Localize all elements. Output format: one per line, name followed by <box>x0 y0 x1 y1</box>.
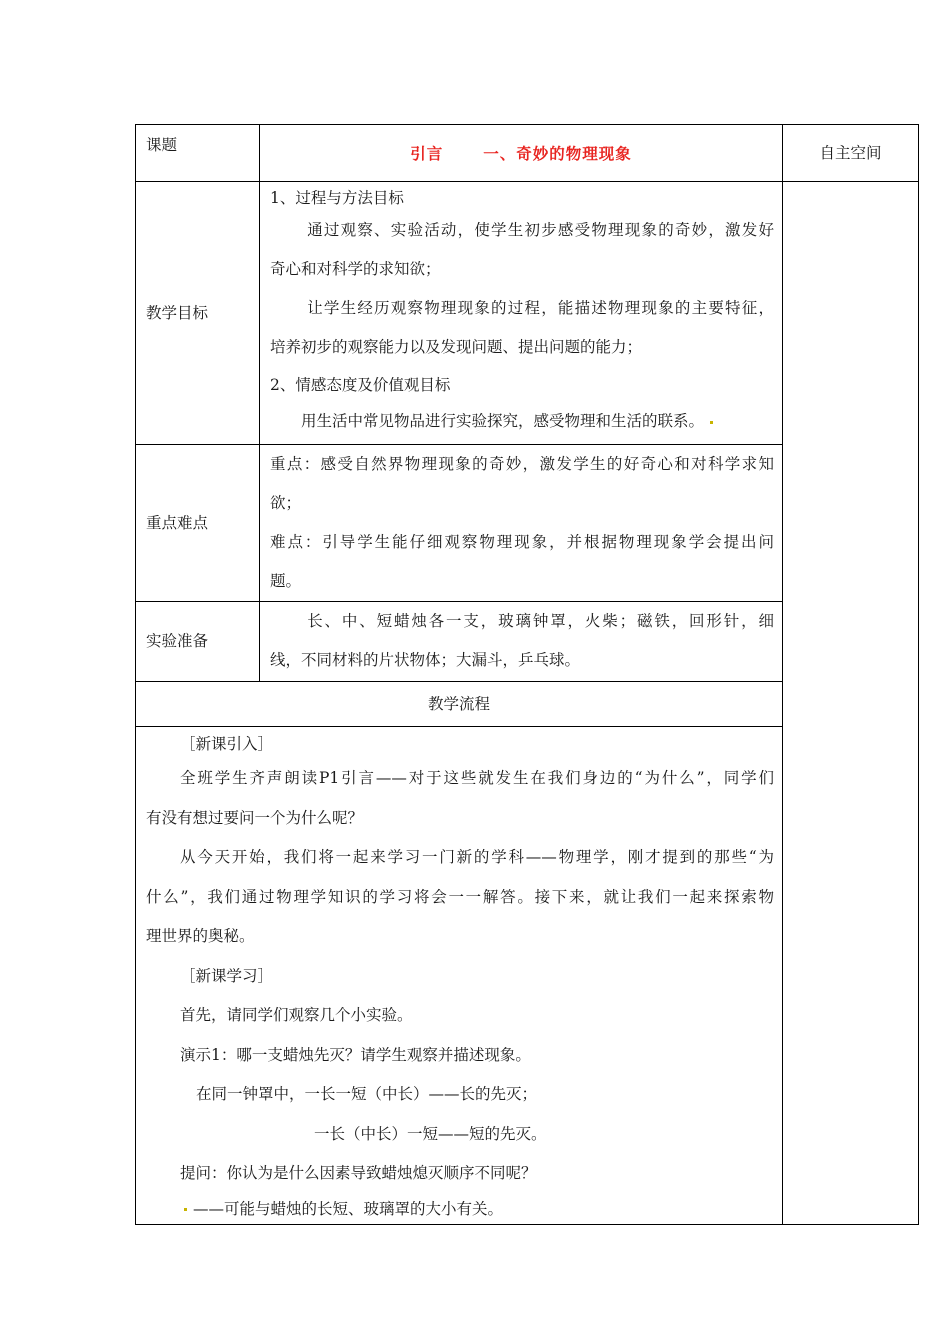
key-line: 重点：感受自然界物理现象的奇妙，激发学生的好奇心和对科学求知 <box>270 455 774 473</box>
marker-dot <box>710 421 713 424</box>
prep-label: 实验准备 <box>136 602 260 682</box>
topic-label: 课题 <box>136 125 260 182</box>
flow-line: 演示1：哪一支蜡烛先灭？请学生观察并描述现象。 <box>180 1045 531 1064</box>
flow-line: 一长（中长）一短——短的先灭。 <box>314 1124 547 1143</box>
flow-line: 理世界的奥秘。 <box>146 927 255 945</box>
flow-line: ——可能与蜡烛的长短、玻璃罩的大小有关。 <box>146 1194 774 1224</box>
goals-line: 培养初步的观察能力以及发现问题、提出问题的能力； <box>270 338 643 356</box>
goals-line: 2、情感态度及价值观目标 <box>270 376 451 394</box>
prep-line: 长、中、短蜡烛各一支，玻璃钟罩，火柴；磁铁，回形针，细 <box>307 612 774 630</box>
flow-content <box>136 727 783 1225</box>
flow-line: ［新课引入］ <box>180 735 274 753</box>
goals-line: 1、过程与方法目标 <box>270 189 404 207</box>
key-line: 欲； <box>270 494 302 512</box>
marker-dot <box>184 1208 187 1211</box>
side-column <box>783 182 919 1225</box>
flow-line: ［新课学习］ <box>180 966 274 985</box>
goals-line: 奇心和对科学的求知欲； <box>270 260 441 278</box>
goals-line: 用生活中常见物品进行实验探究，感受物理和生活的联系。 <box>270 403 774 439</box>
flow-line: 从今天开始，我们将一起来学习一门新的学科——物理学，刚才提到的那些“为 <box>180 848 774 866</box>
key-line: 题。 <box>270 572 302 590</box>
key-label: 重点难点 <box>136 445 260 602</box>
goals-label: 教学目标 <box>136 182 260 445</box>
lesson-title <box>260 125 783 182</box>
goals-line: 通过观察、实验活动，使学生初步感受物理现象的奇妙，激发好 <box>307 221 774 239</box>
lesson-plan-table <box>135 124 919 1225</box>
flow-line: 全班学生齐声朗读P1引言——对于这些就发生在我们身边的“为什么”，同学们 <box>180 769 774 787</box>
flow-heading: 教学流程 <box>136 682 783 727</box>
prep-content <box>260 602 783 682</box>
flow-line: 什么”，我们通过物理学知识的学习将会一一解答。接下来，就让我们一起来探索物 <box>146 887 774 906</box>
goals-line: 让学生经历观察物理现象的过程，能描述物理现象的主要特征， <box>307 299 774 317</box>
goals-content <box>260 182 783 445</box>
key-line: 难点：引导学生能仔细观察物理现象，并根据物理现象学会提出问 <box>270 533 774 551</box>
side-column-header: 自主空间 <box>783 125 919 182</box>
key-content <box>260 445 783 602</box>
flow-line: 首先，请同学们观察几个小实验。 <box>180 1006 413 1024</box>
flow-line: 在同一钟罩中，一长一短（中长）——长的先灭； <box>196 1085 538 1103</box>
title-part1: 引言 <box>410 143 444 163</box>
flow-line: 有没有想过要问一个为什么呢？ <box>146 808 364 827</box>
flow-line: 提问：你认为是什么因素导致蜡烛熄灭顺序不同呢？ <box>180 1164 537 1182</box>
prep-line: 线，不同材料的片状物体；大漏斗，乒乓球。 <box>270 651 581 669</box>
title-part2: 一、奇妙的物理现象 <box>483 143 632 163</box>
